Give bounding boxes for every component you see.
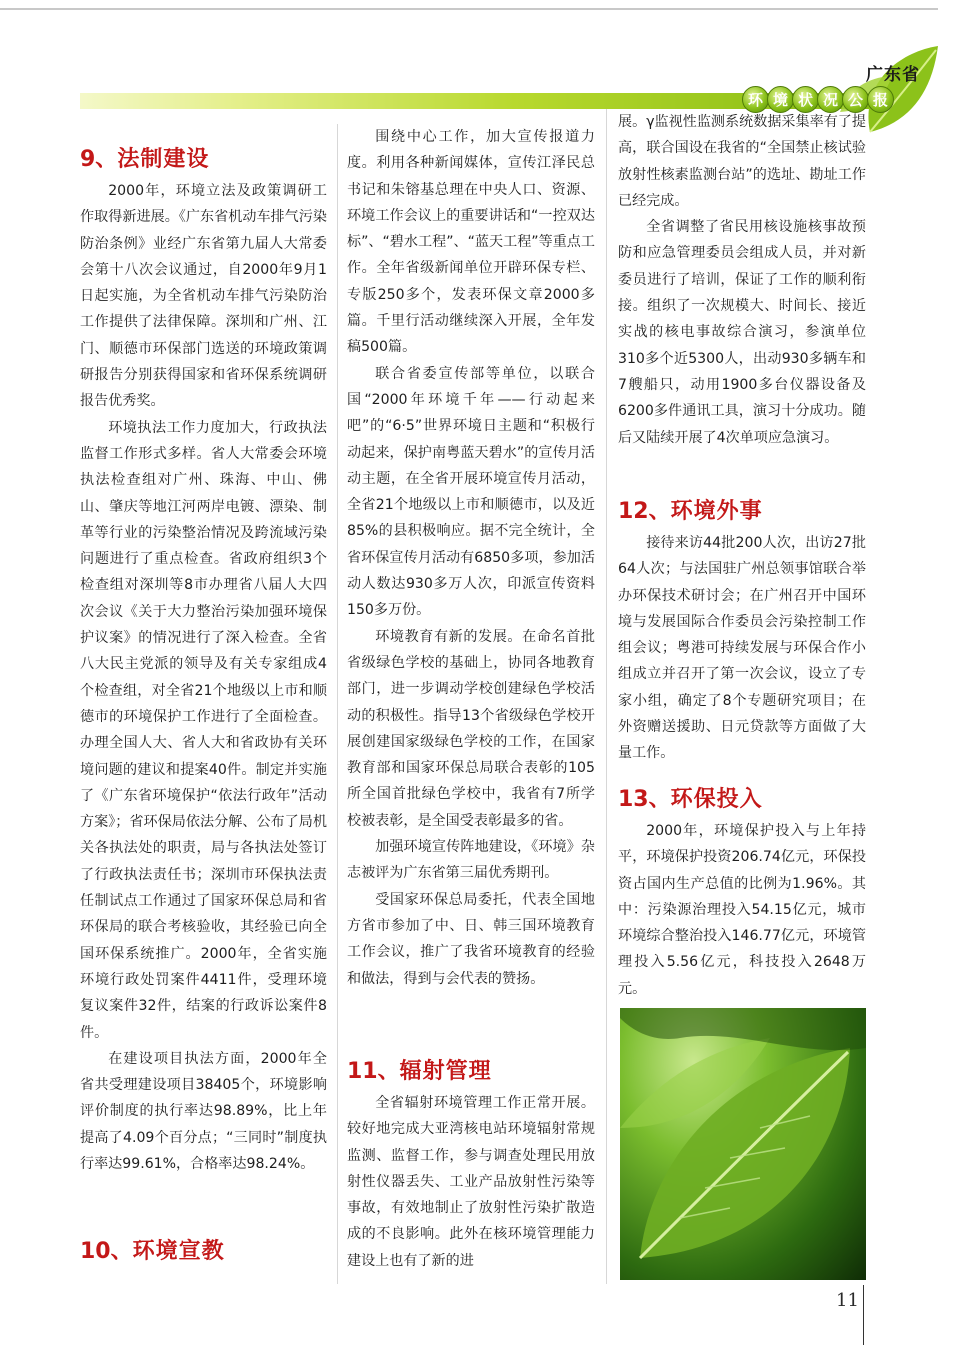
paragraph: 受国家环保总局委托，代表全国地方省市参加了中、日、韩三国环境教育工作会议，推广了我省环境教育的经验和做法，得到与会代表的赞扬。 (347, 891, 595, 987)
column-1 (80, 178, 327, 1177)
paragraph: 围绕中心工作，加大宣传报道力度。利用各种新闻媒体，宣传江泽民总书记和朱镕基总理在中央人口、资源、环境工作会议上的重要讲话和“一控双达标”、“碧水工程”、“蓝天工程”等重点工作。全年省级新闻单位开辟环保专栏、专版250多个，发表环保文章2000多篇。千里行活动继续深入开展，全年发稿500篇。 (347, 129, 595, 356)
paragraph: 全省调整了省民用核设施核事故预防和应急管理委员会组成人员，并对新委员进行了培训，保证了工作的顺利衔接。组织了一次规模大、时间长、接近实战的核电事故综合演习，参演单位310多个近5300人，出动930多辆车和7艘船只，动用1900多台仪器设备及6200多件通讯工具，演习十分成功。随后又陆续开展了4次单项应急演习。 (618, 219, 866, 446)
paragraph: 展。γ监视性监测系统数据采集率有了提高，联合国设在我省的“全国禁止核试验放射性核素监测台站”的选址、勘址工作已经完成。 (618, 114, 866, 209)
paragraph: 在建设项目执法方面，2000年全省共受理建设项目38405个，环境影响评价制度的执行率达98.89%，比上年提高了4.09个百分点；“三同时”制度执行率达99.61%，合格率达98.24%。 (80, 1050, 327, 1172)
section-heading-13 (618, 784, 763, 815)
header-province: 广东省 (866, 65, 920, 85)
paragraph: 联合省委宣传部等单位，以联合国“2000年环境千年——行动起来吧”的“6·5”世界环境日主题和“积极行动起来，保护南粤蓝天碧水”的宣传月活动主题，在全省开展环境宣传月活动，全省21个地级以上市和顺德市，以及近85%的县积极响应。据不完全统计，全省环保宣传月活动有6850多项，参加活动人数达930多万人次，印派宣传资料150多万份。 (347, 365, 595, 619)
column-divider (337, 124, 338, 1284)
paragraph: 加强环境宣传阵地建设，《环境》杂志被评为广东省第三届优秀期刊。 (347, 839, 595, 882)
paragraph: 接待来访44批200人次，出访27批64人次；与法国驻广州总领事馆联合举办环保技术研讨会；在广州召开中国环境与发展国际合作委员会污染控制工作组会议；粤港可持续发展与环保合作小组成立并召开了第一次会议，设立了专家小组，确定了8个专题研究项目；在外资赠送援助、日元贷款等方面做了大量工作。 (618, 535, 866, 762)
paragraph: 全省辐射环境管理工作正常开展。较好地完成大亚湾核电站环境辐射常规监测、监督工作，参与调查处理民用放射性仪器丢失、工业产品放射性污染等事故，有效地制止了放射性污染扩散造成的不良影响。此外在核环境管理能力建设上也有了新的进 (347, 1095, 595, 1269)
section-number: 13、 (618, 787, 671, 812)
header-title-char: 环 (742, 86, 769, 113)
section-12-body (618, 530, 866, 767)
section-number: 10、 (80, 1239, 133, 1264)
header-title-char: 状 (792, 86, 819, 113)
paragraph: 2000年，环境保护投入与上年持平，环境保护投资206.74亿元，环保投资占国内生产总值的比例为1.96%。其中：污染源治理投入54.15亿元，城市环境综合整治投入146.77亿元，环境管理投入5.56亿元，科技投入2648万元。 (618, 823, 866, 997)
section-heading-11 (347, 1056, 492, 1087)
header-title-char: 报 (867, 86, 894, 113)
section-title: 环保投入 (670, 786, 763, 812)
section-number: 9、 (80, 147, 118, 172)
page-number-rule (863, 1285, 864, 1345)
paragraph: 2000年，环境立法及政策调研工作取得新进展。《广东省机动车排气污染防治条例》业经广东省第九届人大常委会第十八次会议通过，自2000年9月1日起实施，为全省机动车排气污染防治工作提供了法律保障。深圳和广州、江门、顺德市环保部门选送的环境政策调研报告分别获得国家和省环保系统调研报告优秀奖。 (80, 183, 327, 410)
section-title: 法制建设 (117, 146, 210, 172)
section-number: 11、 (347, 1059, 400, 1084)
column-3 (618, 109, 866, 451)
page-number: 11 (836, 1290, 859, 1311)
header-title-char: 公 (842, 86, 869, 113)
paragraph: 环境教育有新的发展。在命名首批省级绿色学校的基础上，协同各地教育部门，进一步调动学校创建绿色学校活动的积极性。指导13个省级绿色学校开展创建国家级绿色学校的工作，在国家教育部和国家环保总局联合表彰的105所全国首批绿色学校中，我省有7所学校被表彰，是全国受表彰最多的省。 (347, 628, 595, 829)
column-2 (347, 124, 595, 992)
section-13-body (618, 818, 866, 1002)
green-leaf-photo (620, 1008, 866, 1280)
section-number: 12、 (618, 499, 671, 524)
section-heading-12 (618, 496, 763, 527)
column-divider (606, 109, 607, 1284)
section-heading-9 (80, 144, 209, 175)
section-heading-10 (80, 1236, 225, 1267)
header-title-char: 况 (817, 86, 844, 113)
leaf-photo-icon (620, 1008, 866, 1280)
section-title: 环境外事 (670, 498, 763, 524)
section-11-body (347, 1090, 595, 1274)
top-rule (0, 8, 938, 10)
section-title: 环境宣教 (132, 1238, 225, 1264)
header-title-char: 境 (767, 86, 794, 113)
section-title: 辐射管理 (399, 1058, 492, 1084)
paragraph: 环境执法工作力度加大，行政执法监督工作形式多样。省人大常委会环境执法检查组对广州、珠海、中山、佛山、肇庆等地江河两岸电镀、漂染、制革等行业的污染整治情况及跨流域污染问题进行了重点检查。省政府组织3个检查组对深圳等8市办理省八届人大四次会议《关于大力整治污染加强环境保护议案》的情况进行了深入检查。全省八大民主党派的领导及有关专家组成4个检查组，对全省21个地级以上市和顺德市的环境保护工作进行了全面检查。办理全国人大、省人大和省政协有关环境问题的建议和提案40件。制定并实施了《广东省环境保护“依法行政年”活动方案》；省环保局依法分解、公布了局机关各执法处的职责，局与各执法处签订了行政执法责任书；深圳市环保执法责任制试点工作通过了国家环保总局和省环保局的联合考核验收，其经验已向全国环保系统推广。2000年，全省实施环境行政处罚案件4411件，受理环境复议案件32件，结案的行政诉讼案件8件。 (80, 419, 327, 1041)
